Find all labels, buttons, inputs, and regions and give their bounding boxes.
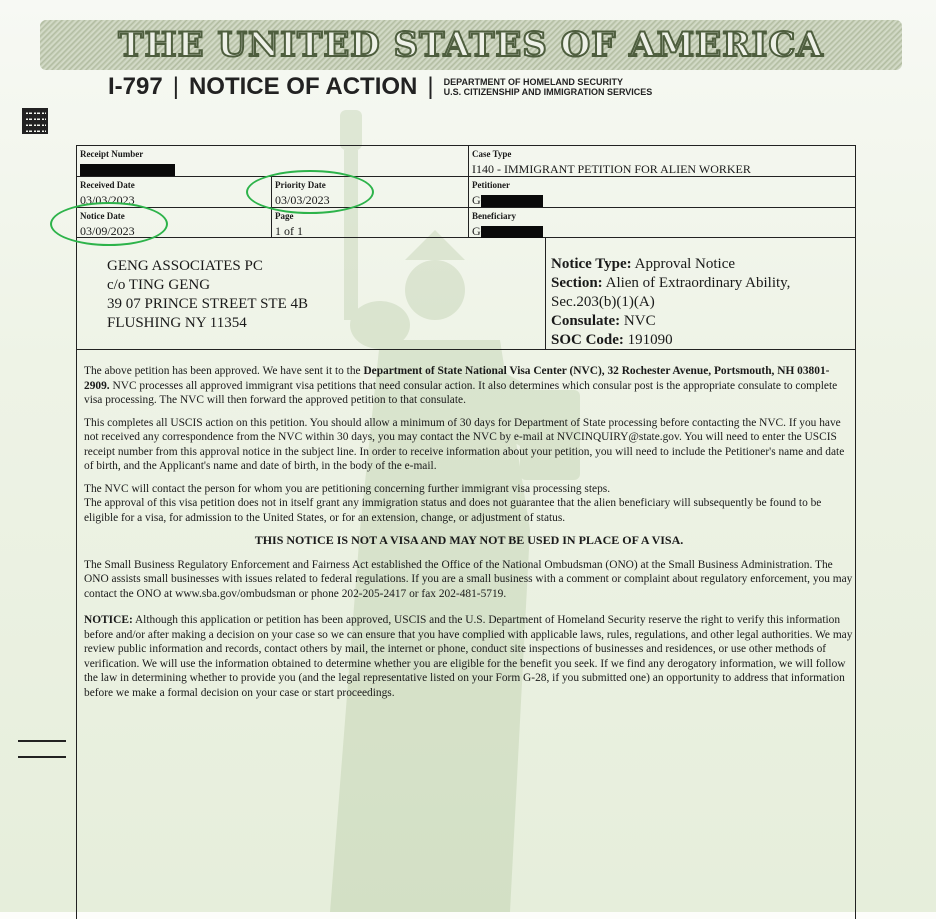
case-type-label: Case Type [472,149,512,159]
priority-date-value: 03/03/2023 [275,193,330,207]
notice-label: NOTICE: [84,614,133,626]
petitioner-label: Petitioner [472,180,510,190]
barcode-icon [22,108,48,134]
department-line-2: U.S. CITIZENSHIP AND IMMIGRATION SERVICES [443,87,653,97]
soc-code-label: SOC Code: [551,332,624,348]
address-line-2: c/o TING GENG [107,277,211,293]
visa-warning: THIS NOTICE IS NOT A VISA AND MAY NOT BE USED IN PLACE OF A VISA. [254,533,684,547]
notice-type-label: Notice Type: [551,256,632,272]
redaction-bar [80,164,175,176]
case-type-cell [469,146,856,177]
soc-code-value: 191090 [627,332,673,348]
header-separator: | [172,73,179,100]
paragraph-ombudsman: The Small Business Regulatory Enforcement and Fairness Act established the Office of the National Ombudsman (ONO) at the Small Business Administration. The ONO assists small businesses with issues related to federal regulations. If you are a small business with a comment or complaint about regulatory enforcement, you may contact the ONO at www.sba.gov/ombudsman or phone 202-205-2417 or fax 202-481-5719. [84,558,853,600]
petitioner-cell [469,177,856,208]
soc-code-row [551,331,790,350]
received-date-label: Received Date [80,180,135,190]
header-separator: | [427,73,434,100]
department-line-1: DEPARTMENT OF HOMELAND SECURITY [443,77,623,87]
section-label: Section: [551,275,603,291]
margin-mark [18,756,66,758]
address-line-3: 39 07 PRINCE STREET STE 4B [107,296,308,312]
redaction-bar [481,195,543,207]
address-section [76,237,856,350]
paragraph-approval [84,364,854,408]
consulate-row [551,312,790,331]
address-line-1: GENG ASSOCIATES PC [107,258,263,274]
receipt-number-cell [77,146,469,177]
notice-date-value: 03/09/2023 [80,224,135,238]
notice-details [551,255,790,350]
page-label: Page [275,211,294,221]
paragraph-status-disclaimer: The approval of this visa petition does not in itself grant any immigration status and does not guarantee that the alien beneficiary will subsequently be found to be eligible for a visa, for admission to the United States, or for an extension, change, or adjustment of status. [84,497,822,524]
section-divider [545,237,546,349]
consulate-value: NVC [623,313,656,329]
receipt-number-value [80,162,175,177]
margin-mark [18,740,66,742]
document-banner [40,20,902,70]
beneficiary-cell [469,208,856,238]
consulate-label: Consulate: [551,313,621,329]
form-number: I-797 [108,73,163,100]
notice-date-label: Notice Date [80,211,125,221]
mailing-address [107,257,308,333]
notice-body [84,364,854,708]
address-line-4: FLUSHING NY 11354 [107,315,247,331]
approval-text-cont: NVC processes all approved immigrant visa petitions that need consular action. It also determines which consular post is the appropriate consulate to complete visa processing. The NVC will then forward the approved petition to that consulate. [84,379,838,406]
petitioner-value [472,193,543,208]
beneficiary-label: Beneficiary [472,211,516,221]
department-name [444,77,653,97]
form-title: NOTICE OF ACTION [188,73,418,100]
section-row [551,274,790,293]
notice-date-highlight [50,202,168,246]
paragraph-uscis-complete: This completes all USCIS action on this petition. You should allow a minimum of 30 days for Department of State processing before contacting the NVC. If you have not received any correspondence from the NVC within 30 days, you may contact the NVC by e-mail at NVCINQUIRY@state.gov. You will need to enter the USCIS receipt number from this approval notice in the subject line. In order to receive information about your petition, you will need to include the Petitioner's name and date of birth, and the Applicant's name and date of birth, in the body of the e-mail. [84,416,845,472]
case-type-value: I140 - IMMIGRANT PETITION FOR ALIEN WORKER [472,162,751,176]
petitioner-initial: G [472,193,481,207]
received-date-value: 03/03/2023 [80,193,135,207]
notice-type-value: Approval Notice [634,256,736,272]
priority-date-highlight [246,170,374,214]
page-value: 1 of 1 [275,224,303,238]
nvc-address: Department of State National Visa Center (NVC), 32 Rochester Avenue, Portsmouth, NH 03801-2909. [84,365,830,392]
section-value-1: Alien of Extraordinary Ability, [605,275,791,291]
form-header [108,72,652,102]
banner-title: THE UNITED STATES OF AMERICA [118,25,824,65]
section-value-2: Sec.203(b)(1)(A) [551,294,655,310]
priority-date-label: Priority Date [275,180,326,190]
beneficiary-initial: G [472,224,481,238]
approval-text: The above petition has been approved. We have sent it to the [84,365,364,377]
receipt-number-label: Receipt Number [80,149,144,159]
notice-type-row [551,255,790,274]
paragraph-notice [84,613,854,700]
notice-text: Although this application or petition has been approved, USCIS and the U.S. Department of Homeland Security reserve the right to verify this information before and/or after making a decision on your case so we can ensure that you have complied with applicable laws, rules, regulations, and other legal authorities. We may review public information and records, contact others by mail, the internet or phone, conduct site inspections of businesses and residences, or use other methods of verification. We will use the information obtained to determine whether you are eligible for the benefit you seek. If we find any derogatory information, we will follow the law in determining whether to provide you (and the legal representative listed on your Form G-28, if you submitted one) an opportunity to address that information before we make a formal decision on your case or start proceedings. [84,614,853,699]
paragraph-nvc-contact: The NVC will contact the person for whom you are petitioning concerning further immigrant visa processing steps. [84,482,611,495]
case-info-table [76,145,856,238]
